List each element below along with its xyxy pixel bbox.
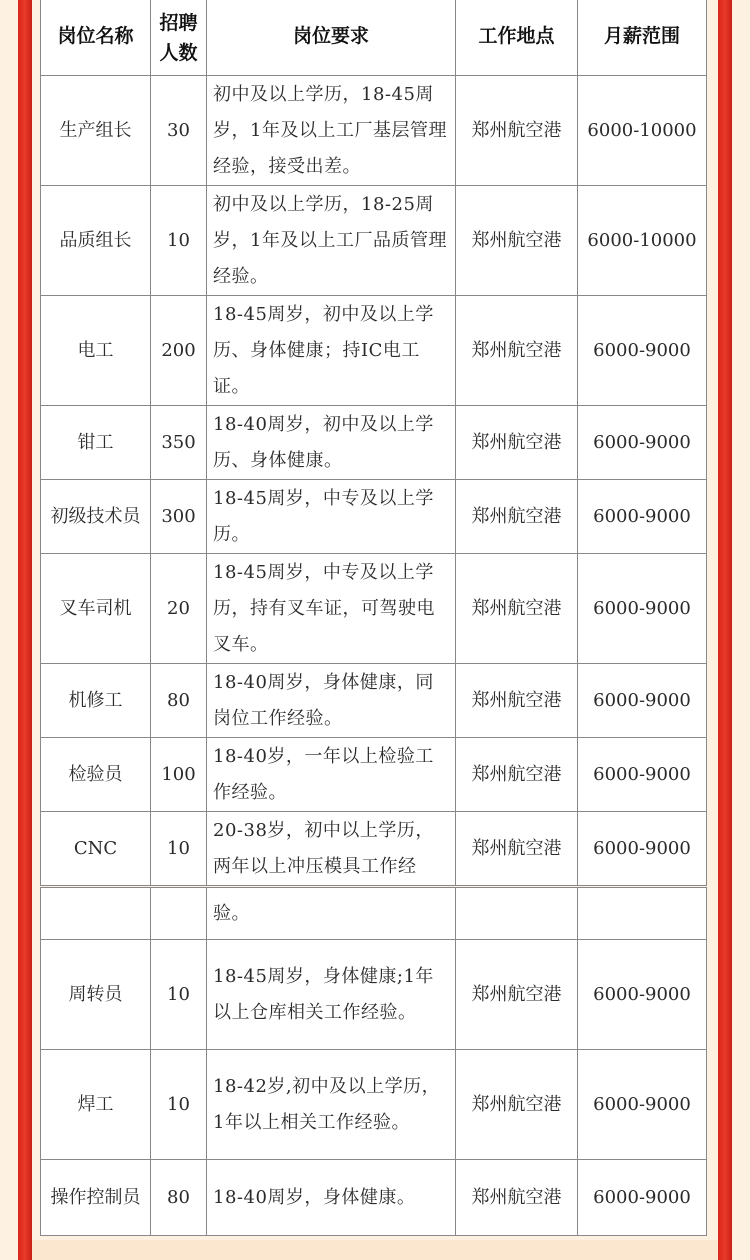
cell-requirements: 18-40周岁，身体健康，同岗位工作经验。 [207,664,456,738]
cell-location: 郑州航空港 [456,76,578,186]
cell-count: 80 [151,664,207,738]
cell-count: 300 [151,480,207,554]
cell-salary: 6000-9000 [578,812,707,886]
cell-position: 检验员 [41,738,151,812]
cell-position: 钳工 [41,406,151,480]
cell-salary: 6000-10000 [578,186,707,296]
cell-salary: 6000-9000 [578,1050,707,1160]
cell-position: 初级技术员 [41,480,151,554]
cell-location: 郑州航空港 [456,940,578,1050]
cell-requirements: 18-40岁，一年以上检验工作经验。 [207,738,456,812]
cell-count: 350 [151,406,207,480]
cell-location: 郑州航空港 [456,296,578,406]
table-row-continuation [41,888,707,940]
cell-salary: 6000-9000 [578,480,707,554]
header-position: 岗位名称 [41,0,151,76]
cell-salary: 6000-9000 [578,406,707,480]
cell-location: 郑州航空港 [456,554,578,664]
table-row [41,940,707,1050]
cell-requirements: 18-45周岁，初中及以上学历、身体健康；持IC电工证。 [207,296,456,406]
cell-location: 郑州航空港 [456,1050,578,1160]
table-row [41,296,707,406]
table-row [41,480,707,554]
header-salary: 月薪范围 [578,0,707,76]
cell-position: 电工 [41,296,151,406]
cell-location: 郑州航空港 [456,186,578,296]
cell-salary: 6000-10000 [578,76,707,186]
cell-requirements: 初中及以上学历，18-25周岁，1年及以上工厂品质管理经验。 [207,186,456,296]
table-row [41,186,707,296]
cell-position: 周转员 [41,940,151,1050]
table-row [41,1050,707,1160]
recruitment-table [40,0,707,886]
red-frame-right [718,0,732,1260]
cell-requirements: 18-45周岁，中专及以上学历，持有叉车证，可驾驶电叉车。 [207,554,456,664]
cell-requirements: 20-38岁，初中以上学历，两年以上冲压模具工作经 [207,812,456,886]
cell-salary: 6000-9000 [578,940,707,1050]
cell-location: 郑州航空港 [456,406,578,480]
cell-requirements: 初中及以上学历，18-45周岁，1年及以上工厂基层管理经验，接受出差。 [207,76,456,186]
table-row [41,1160,707,1236]
header-requirements: 岗位要求 [207,0,456,76]
cell-position: CNC [41,812,151,886]
cell-position: 生产组长 [41,76,151,186]
cell-count: 200 [151,296,207,406]
cell-location: 郑州航空港 [456,812,578,886]
empty-cell [41,888,151,940]
empty-cell [456,888,578,940]
cell-location: 郑州航空港 [456,738,578,812]
cell-salary: 6000-9000 [578,296,707,406]
cell-salary: 6000-9000 [578,1160,707,1236]
cell-location: 郑州航空港 [456,480,578,554]
cell-salary: 6000-9000 [578,738,707,812]
cell-position: 叉车司机 [41,554,151,664]
table-row [41,812,707,886]
cell-count: 10 [151,186,207,296]
red-frame-left [18,0,32,1260]
table-row [41,76,707,186]
page-margin-left [0,0,18,1260]
page-margin-right [732,0,750,1260]
table-row [41,406,707,480]
cell-count: 100 [151,738,207,812]
table-row [41,554,707,664]
empty-cell [151,888,207,940]
table-row [41,664,707,738]
bottom-band [32,1240,718,1260]
header-location: 工作地点 [456,0,578,76]
cell-requirements: 18-40周岁，初中及以上学历、身体健康。 [207,406,456,480]
cell-requirements: 18-40周岁，身体健康。 [207,1160,456,1236]
table-row [41,738,707,812]
recruitment-table-continued [40,887,707,1236]
cell-count: 10 [151,940,207,1050]
cell-count: 10 [151,812,207,886]
empty-cell [578,888,707,940]
cell-requirements: 18-45周岁，中专及以上学历。 [207,480,456,554]
cell-position: 焊工 [41,1050,151,1160]
cell-requirements: 验。 [207,888,456,940]
cell-count: 30 [151,76,207,186]
cell-count: 10 [151,1050,207,1160]
cell-salary: 6000-9000 [578,664,707,738]
cell-position: 机修工 [41,664,151,738]
header-count: 招聘 人数 [151,0,207,76]
cell-salary: 6000-9000 [578,554,707,664]
cell-location: 郑州航空港 [456,1160,578,1236]
cell-position: 品质组长 [41,186,151,296]
cell-count: 80 [151,1160,207,1236]
cell-count: 20 [151,554,207,664]
cell-position: 操作控制员 [41,1160,151,1236]
cell-requirements: 18-45周岁，身体健康;1年以上仓库相关工作经验。 [207,940,456,1050]
cell-location: 郑州航空港 [456,664,578,738]
cell-requirements: 18-42岁,初中及以上学历，1年以上相关工作经验。 [207,1050,456,1160]
